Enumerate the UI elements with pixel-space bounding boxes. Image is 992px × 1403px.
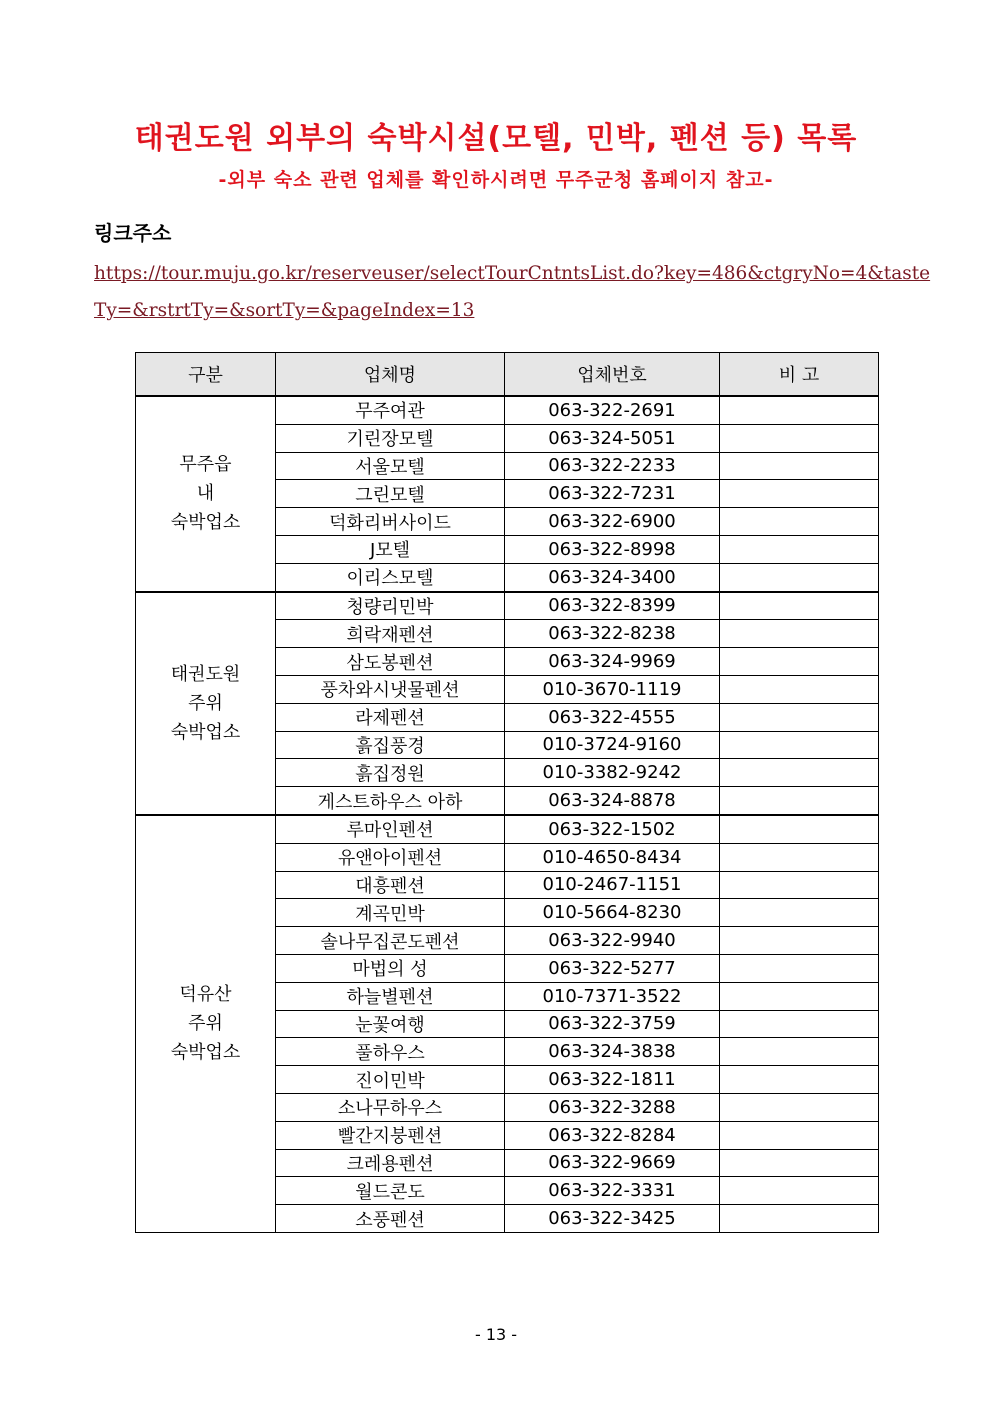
note-cell (720, 1121, 879, 1149)
note-cell (720, 1038, 879, 1066)
phone-cell: 063-322-7231 (505, 480, 720, 508)
business-name-cell: 서울모텔 (276, 452, 505, 480)
note-cell (720, 592, 879, 620)
phone-cell: 063-324-8878 (505, 787, 720, 815)
business-name-cell: 솔나무집콘도펜션 (276, 927, 505, 955)
business-name-cell: 계곡민박 (276, 899, 505, 927)
note-cell (720, 563, 879, 591)
phone-cell: 010-3382-9242 (505, 759, 720, 787)
group-label (136, 815, 276, 1232)
phone-cell: 063-322-3759 (505, 1010, 720, 1038)
phone-cell: 063-322-3331 (505, 1177, 720, 1205)
note-cell (720, 1066, 879, 1094)
phone-cell: 063-324-3400 (505, 563, 720, 591)
note-cell (720, 508, 879, 536)
phone-cell: 063-322-2691 (505, 396, 720, 424)
muju-tour-link[interactable]: https://tour.muju.go.kr/reserveuser/selectTourCntntsList.do?key=486&ctgryNo=4&tasteTy=&rstrtTy=&sortTy=&pageIndex=13 (94, 263, 931, 321)
phone-cell: 010-4650-8434 (505, 843, 720, 871)
phone-cell: 063-322-6900 (505, 508, 720, 536)
phone-cell: 063-322-1502 (505, 815, 720, 843)
note-cell (720, 648, 879, 676)
group-label-line: 주위 (188, 692, 223, 714)
business-name-cell: 눈꽃여행 (276, 1010, 505, 1038)
phone-cell: 063-322-4555 (505, 703, 720, 731)
business-name-cell: 그린모텔 (276, 480, 505, 508)
group-label-line: 무주읍 (179, 454, 232, 476)
note-cell (720, 982, 879, 1010)
document-title: 태권도원 외부의 숙박시설(모텔, 민박, 펜션 등) 목록 (134, 121, 858, 156)
table-row (136, 815, 879, 843)
business-name-cell: 라제펜션 (276, 703, 505, 731)
phone-cell: 063-322-8284 (505, 1121, 720, 1149)
note-cell (720, 1093, 879, 1121)
business-name-cell: 청량리민박 (276, 592, 505, 620)
phone-cell: 063-322-8998 (505, 535, 720, 563)
business-name-cell: 기린장모텔 (276, 424, 505, 452)
note-cell (720, 899, 879, 927)
note-cell (720, 620, 879, 648)
header-note: 비 고 (720, 353, 879, 397)
phone-cell: 063-322-2233 (505, 452, 720, 480)
note-cell (720, 871, 879, 899)
group-label-line: 숙박업소 (170, 1042, 241, 1064)
business-name-cell: 대흥펜션 (276, 871, 505, 899)
business-name-cell: 삼도봉펜션 (276, 648, 505, 676)
note-cell (720, 675, 879, 703)
phone-cell: 010-3724-9160 (505, 731, 720, 759)
phone-cell: 010-2467-1151 (505, 871, 720, 899)
phone-cell: 010-5664-8230 (505, 899, 720, 927)
phone-cell: 063-322-9940 (505, 927, 720, 955)
link-heading: 링크주소 (94, 221, 172, 245)
business-name-cell: J모텔 (276, 535, 505, 563)
group-label (136, 592, 276, 815)
table-row (136, 592, 879, 620)
business-name-cell: 이리스모텔 (276, 563, 505, 591)
note-cell (720, 927, 879, 955)
business-name-cell: 덕화리버사이드 (276, 508, 505, 536)
note-cell (720, 787, 879, 815)
note-cell (720, 731, 879, 759)
phone-cell: 063-324-5051 (505, 424, 720, 452)
business-name-cell: 마법의 성 (276, 954, 505, 982)
business-name-cell: 하늘별펜션 (276, 982, 505, 1010)
group-label-line: 덕유산 (179, 984, 232, 1006)
note-cell (720, 1149, 879, 1177)
table-row (136, 396, 879, 424)
header-business-name: 업체명 (276, 353, 505, 397)
note-cell (720, 452, 879, 480)
header-category: 구분 (136, 353, 276, 397)
phone-cell: 063-322-3425 (505, 1205, 720, 1233)
business-name-cell: 게스트하우스 아하 (276, 787, 505, 815)
business-name-cell: 흙집풍경 (276, 731, 505, 759)
business-name-cell: 풀하우스 (276, 1038, 505, 1066)
accommodation-table (135, 352, 879, 1233)
note-cell (720, 815, 879, 843)
phone-cell: 063-322-9669 (505, 1149, 720, 1177)
business-name-cell: 소나무하우스 (276, 1093, 505, 1121)
phone-cell: 063-322-8399 (505, 592, 720, 620)
group-label-line: 내 (196, 483, 215, 505)
business-name-cell: 희락재펜션 (276, 620, 505, 648)
business-name-cell: 풍차와시냇물펜션 (276, 675, 505, 703)
business-name-cell: 소풍펜션 (276, 1205, 505, 1233)
table-header-row (136, 353, 879, 397)
document-subtitle: -외부 숙소 관련 업체를 확인하시려면 무주군청 홈페이지 참고- (218, 169, 774, 191)
business-name-cell: 월드콘도 (276, 1177, 505, 1205)
business-name-cell: 유앤아이펜션 (276, 843, 505, 871)
note-cell (720, 1010, 879, 1038)
group-label-line: 주위 (188, 1013, 223, 1035)
note-cell (720, 396, 879, 424)
group-label-line: 숙박업소 (170, 512, 241, 534)
phone-cell: 063-322-1811 (505, 1066, 720, 1094)
note-cell (720, 759, 879, 787)
table-body (136, 396, 879, 1232)
phone-cell: 063-322-5277 (505, 954, 720, 982)
note-cell (720, 843, 879, 871)
note-cell (720, 535, 879, 563)
phone-cell: 010-3670-1119 (505, 675, 720, 703)
phone-cell: 063-324-3838 (505, 1038, 720, 1066)
phone-cell: 063-322-8238 (505, 620, 720, 648)
note-cell (720, 954, 879, 982)
phone-cell: 063-324-9969 (505, 648, 720, 676)
note-cell (720, 1177, 879, 1205)
phone-cell: 063-322-3288 (505, 1093, 720, 1121)
page-number: - 13 - (474, 1325, 518, 1344)
header-phone: 업체번호 (505, 353, 720, 397)
business-name-cell: 무주여관 (276, 396, 505, 424)
business-name-cell: 루마인펜션 (276, 815, 505, 843)
note-cell (720, 480, 879, 508)
business-name-cell: 흙집정원 (276, 759, 505, 787)
group-label (136, 396, 276, 592)
business-name-cell: 진이민박 (276, 1066, 505, 1094)
note-cell (720, 424, 879, 452)
note-cell (720, 1205, 879, 1233)
group-label-line: 태권도원 (170, 663, 241, 685)
phone-cell: 010-7371-3522 (505, 982, 720, 1010)
group-label-line: 숙박업소 (170, 721, 241, 743)
business-name-cell: 빨간지붕펜션 (276, 1121, 505, 1149)
business-name-cell: 크레용펜션 (276, 1149, 505, 1177)
note-cell (720, 703, 879, 731)
